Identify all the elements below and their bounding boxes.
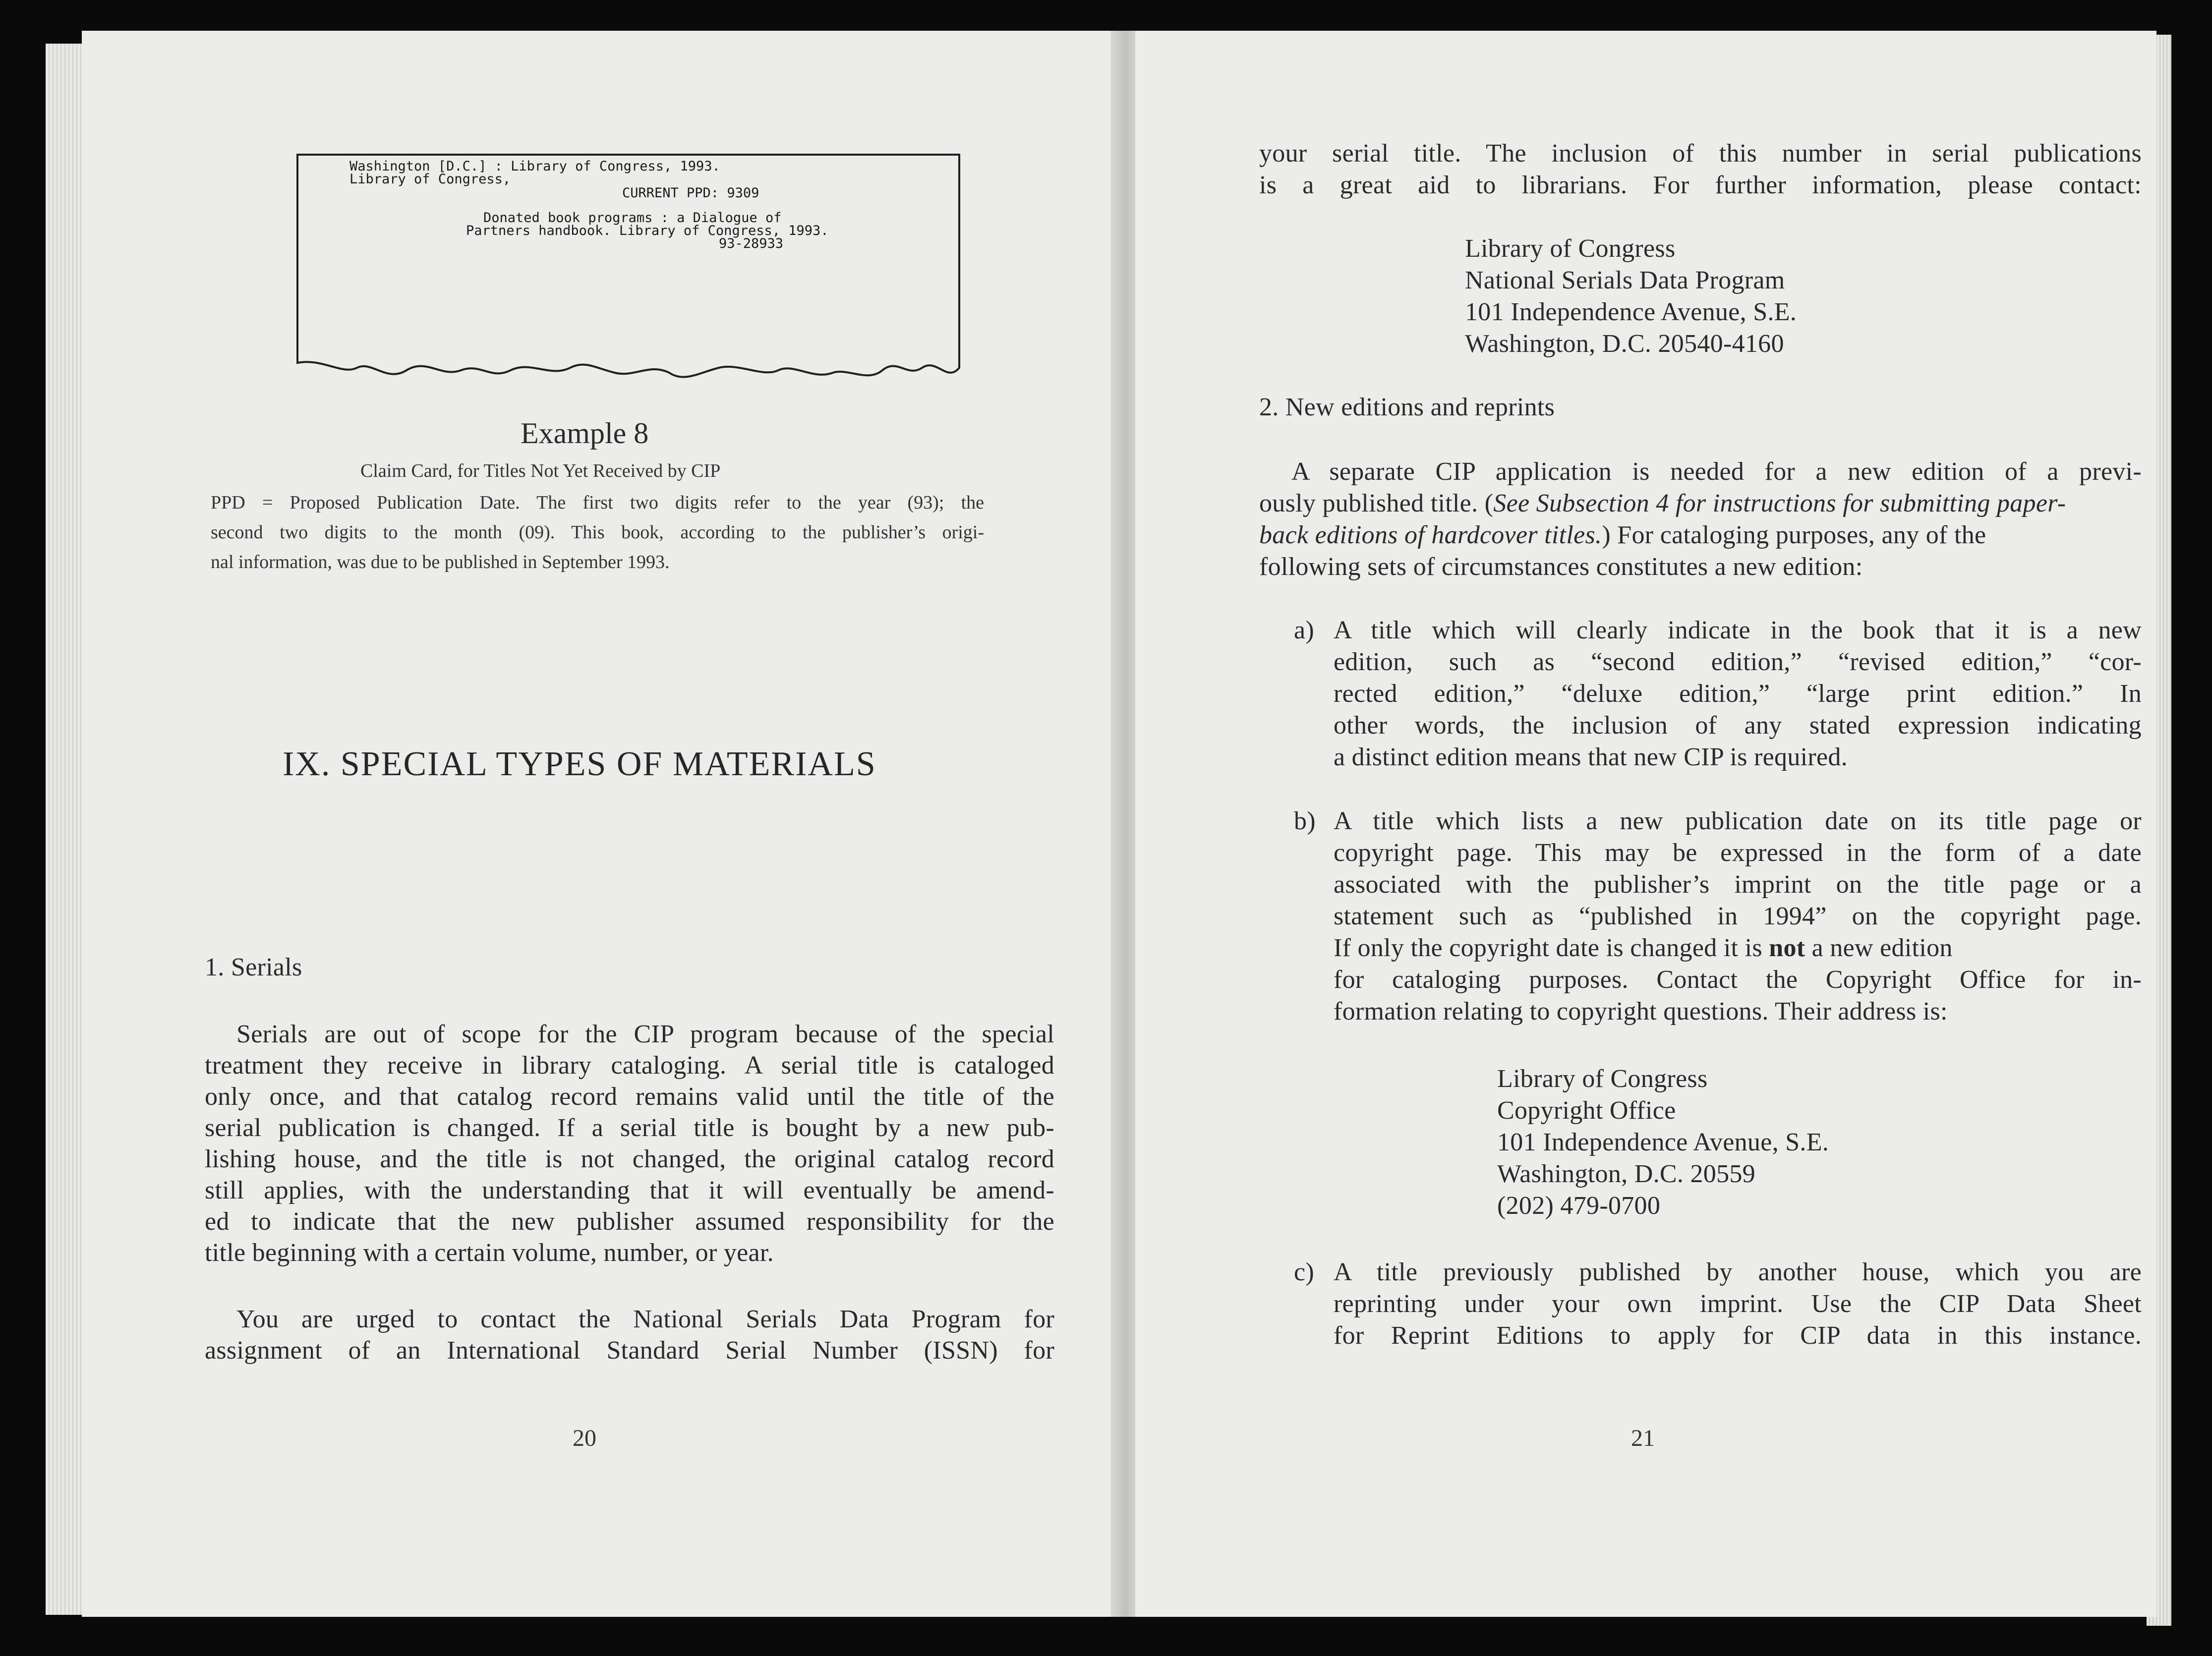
note-line-3: nal information, was due to be published in September 1993. bbox=[211, 552, 670, 572]
item-line: a distinct edition means that new CIP is required. bbox=[1334, 743, 1848, 771]
para2-line: assignment of an International Standard Serial Number (ISSN) for bbox=[205, 1336, 1054, 1365]
address-line: 101 Independence Avenue, S.E. bbox=[1497, 1128, 1829, 1156]
item-line: A title previously published by another house, which you are bbox=[1334, 1258, 2142, 1286]
card-title2: Partners handbook. Library of Congress, 1993. bbox=[466, 223, 829, 238]
item-bold: not bbox=[1769, 934, 1805, 962]
para-italic: back editions of hardcover titles. bbox=[1259, 521, 1602, 549]
card-line2: Library of Congress, bbox=[349, 171, 511, 187]
para-line bbox=[1259, 520, 1986, 550]
example-title: Example 8 bbox=[521, 417, 649, 450]
address-line: Copyright Office bbox=[1497, 1096, 1676, 1125]
note-line-2: second two digits to the month (09). This book, according to the publisher’s origi- bbox=[211, 522, 984, 543]
item-text: If only the copyright date is changed it is bbox=[1334, 934, 1769, 962]
para1-line: ed to indicate that the new publisher assumed responsibility for the bbox=[205, 1207, 1054, 1236]
item-text: a new edition bbox=[1805, 934, 1953, 962]
example-caption: Claim Card, for Titles Not Yet Received by CIP bbox=[360, 460, 721, 481]
para2-line: You are urged to contact the National Serials Data Program for bbox=[236, 1305, 1054, 1333]
item-line: for cataloging purposes. Contact the Copyright Office for in- bbox=[1334, 966, 2142, 994]
item-line: other words, the inclusion of any stated expression indicating bbox=[1334, 711, 2142, 740]
intro-line: is a great aid to librarians. For further information, please contact: bbox=[1259, 171, 2142, 199]
address-line: Library of Congress bbox=[1497, 1065, 1708, 1093]
para1-line: serial publication is changed. If a serial title is bought by a new pub- bbox=[205, 1114, 1054, 1142]
item-line: A title which lists a new publication date on its title page or bbox=[1334, 807, 2142, 835]
item-line: A title which will clearly indicate in the book that it is a new bbox=[1334, 616, 2142, 644]
intro-line: your serial title. The inclusion of this number in serial publications bbox=[1259, 139, 2142, 168]
para1-line: treatment they receive in library cataloging. A serial title is cataloged bbox=[205, 1051, 1054, 1080]
para-text: ) For cataloging purposes, any of the bbox=[1602, 521, 1986, 549]
item-label: a) bbox=[1294, 616, 1314, 644]
card-title1: Donated book programs : a Dialogue of bbox=[483, 210, 782, 226]
section-heading: IX. SPECIAL TYPES OF MATERIALS bbox=[283, 745, 876, 783]
item-line: rected edition,” “deluxe edition,” “large print edition.” In bbox=[1334, 680, 2142, 708]
para1-line: Serials are out of scope for the CIP program because of the special bbox=[236, 1020, 1054, 1048]
para-text: ously published title. ( bbox=[1259, 489, 1494, 517]
item-line: edition, such as “second edition,” “revised edition,” “cor- bbox=[1334, 648, 2142, 676]
address-line: Library of Congress bbox=[1465, 234, 1676, 263]
card-ppd: CURRENT PPD: 9309 bbox=[622, 185, 759, 201]
para-italic: See Subsection 4 for instructions for submitting paper- bbox=[1493, 489, 2066, 517]
claim-card bbox=[292, 150, 964, 402]
item-line: reprinting under your own imprint. Use the CIP Data Sheet bbox=[1334, 1290, 2142, 1318]
item-line: for Reprint Editions to apply for CIP data in this instance. bbox=[1334, 1321, 2142, 1350]
serials-subheading: 1. Serials bbox=[205, 953, 302, 981]
item-label: b) bbox=[1294, 807, 1316, 835]
item-label: c) bbox=[1294, 1258, 1314, 1286]
address-line: (202) 479-0700 bbox=[1497, 1192, 1661, 1220]
address-line: Washington, D.C. 20559 bbox=[1497, 1160, 1755, 1188]
para-line: following sets of circumstances constitutes a new edition: bbox=[1259, 553, 1863, 581]
item-line bbox=[1334, 933, 1953, 963]
left-page bbox=[82, 31, 1125, 1617]
item-line: copyright page. This may be expressed in the form of a date bbox=[1334, 839, 2142, 867]
page-number-right: 21 bbox=[1631, 1425, 1655, 1451]
card-line1: Washington [D.C.] : Library of Congress, 1993. bbox=[349, 159, 720, 174]
address-line: Washington, D.C. 20540-4160 bbox=[1465, 330, 1784, 358]
para1-line: title beginning with a certain volume, number, or year. bbox=[205, 1239, 774, 1267]
address-line: National Serials Data Program bbox=[1465, 266, 1785, 294]
note-line-1: PPD = Proposed Publication Date. The first two digits refer to the year (93); the bbox=[211, 492, 984, 513]
para1-line: lishing house, and the title is not changed, the original catalog record bbox=[205, 1145, 1054, 1173]
para1-line: still applies, with the understanding that it will eventually be amend- bbox=[205, 1176, 1054, 1204]
editions-subheading: 2. New editions and reprints bbox=[1259, 393, 1555, 421]
para1-line: only once, and that catalog record remains valid until the title of the bbox=[205, 1083, 1054, 1111]
item-line: statement such as “published in 1994” on the copyright page. bbox=[1334, 902, 2142, 930]
para-line bbox=[1259, 489, 2066, 518]
page-number-left: 20 bbox=[573, 1425, 596, 1451]
card-number: 93-28933 bbox=[719, 236, 784, 251]
item-line: formation relating to copyright questions. Their address is: bbox=[1334, 997, 1948, 1026]
para-line: A separate CIP application is needed for a new edition of a previ- bbox=[1291, 457, 2142, 486]
address-line: 101 Independence Avenue, S.E. bbox=[1465, 298, 1797, 326]
item-line: associated with the publisher’s imprint on the title page or a bbox=[1334, 870, 2142, 899]
right-page bbox=[1135, 31, 2156, 1617]
